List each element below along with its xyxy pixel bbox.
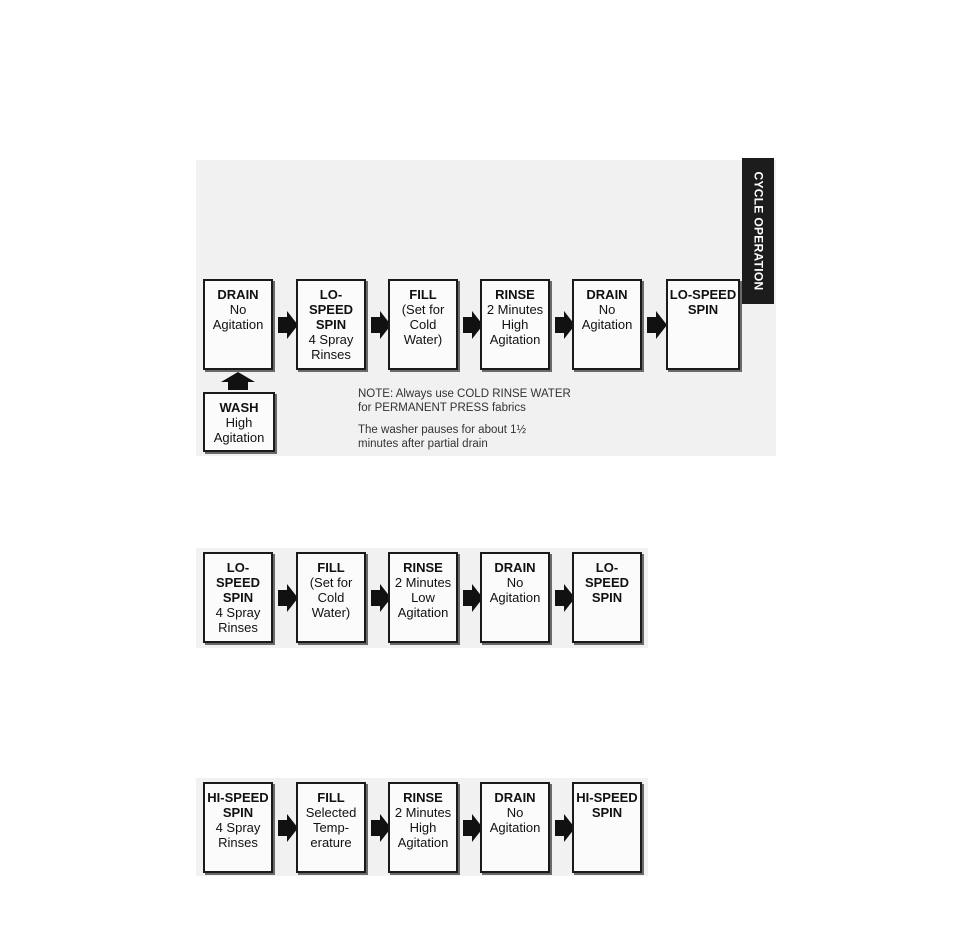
step-title: DRAIN xyxy=(494,790,536,805)
cycle-step-box xyxy=(203,279,273,370)
cycle-step-box xyxy=(296,552,366,643)
step-description: 2 Minutes High Agitation xyxy=(486,302,544,347)
step-description: Selected Temp- erature xyxy=(305,805,357,850)
step-title: WASH xyxy=(219,400,259,415)
step-description: High Agitation xyxy=(213,415,265,445)
step-title: RINSE xyxy=(495,287,535,302)
cycle-step-box xyxy=(572,552,642,643)
cycle-step-box xyxy=(296,782,366,873)
note-block xyxy=(358,387,571,459)
cycle-step-box xyxy=(203,782,273,873)
step-title: HI-SPEED SPIN xyxy=(207,790,269,820)
step-title: DRAIN xyxy=(494,560,536,575)
step-description: 4 Spray Rinses xyxy=(308,332,354,362)
step-title: RINSE xyxy=(403,560,443,575)
step-title: LO-SPEED SPIN xyxy=(584,560,630,605)
cycle-step-box xyxy=(480,279,550,370)
cycle-step-box xyxy=(572,782,642,873)
wash-step-box xyxy=(203,392,275,452)
step-description: 4 Spray Rinses xyxy=(215,605,261,635)
cycle-operation-tab xyxy=(742,158,774,304)
step-title: LO-SPEED SPIN xyxy=(669,287,737,317)
step-title: DRAIN xyxy=(586,287,628,302)
step-description: No Agitation xyxy=(489,575,541,605)
step-description: (Set for Cold Water) xyxy=(309,575,353,620)
step-title: DRAIN xyxy=(217,287,259,302)
step-description: 2 Minutes High Agitation xyxy=(394,805,452,850)
step-title: FILL xyxy=(317,790,345,805)
step-description: No Agitation xyxy=(581,302,633,332)
step-description: No Agitation xyxy=(212,302,264,332)
cycle-step-box xyxy=(572,279,642,370)
step-description: No Agitation xyxy=(489,805,541,835)
step-title: LO-SPEED SPIN xyxy=(215,560,261,605)
step-title: RINSE xyxy=(403,790,443,805)
cycle-operation-label: CYCLE OPERATION xyxy=(751,171,766,291)
step-title: LO-SPEED SPIN xyxy=(308,287,354,332)
step-description: 4 Spray Rinses xyxy=(215,820,261,850)
step-title: FILL xyxy=(317,560,345,575)
cycle-step-box xyxy=(666,279,740,370)
cycle-step-box xyxy=(480,782,550,873)
step-title: FILL xyxy=(409,287,437,302)
step-title: HI-SPEED SPIN xyxy=(576,790,638,820)
cycle-step-box xyxy=(296,279,366,370)
step-description: (Set for Cold Water) xyxy=(401,302,445,347)
step-description: 2 Minutes Low Agitation xyxy=(394,575,452,620)
cycle-step-box xyxy=(388,279,458,370)
note-cold-rinse: NOTE: Always use COLD RINSE WATER for PERMANENT PRESS fabrics xyxy=(358,388,571,414)
cycle-step-box xyxy=(480,552,550,643)
cycle-step-box xyxy=(388,552,458,643)
note-pause: The washer pauses for about 1½ minutes after partial drain xyxy=(358,424,527,450)
cycle-step-box xyxy=(388,782,458,873)
cycle-step-box xyxy=(203,552,273,643)
